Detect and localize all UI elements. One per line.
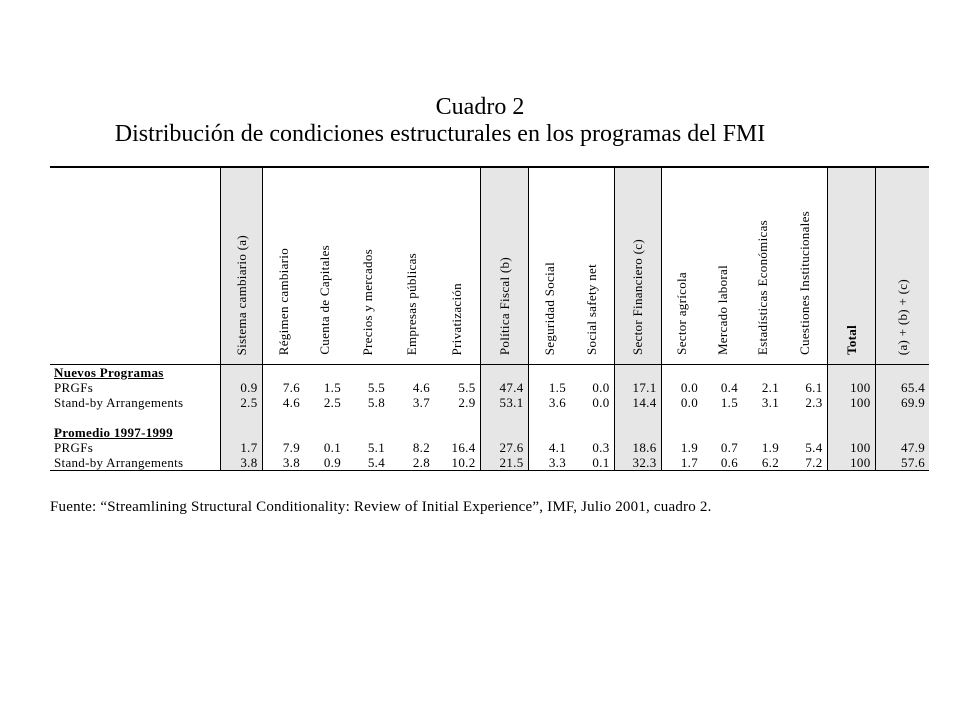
table-cell: 0.0 bbox=[592, 395, 610, 410]
table-cell: 4.6 bbox=[262, 395, 304, 410]
table-cell: 3.8 bbox=[262, 455, 304, 471]
column-header-label: Privatización bbox=[449, 282, 465, 355]
table-cell: 1.7 bbox=[661, 455, 702, 471]
table-cell: 27.6 bbox=[480, 440, 528, 455]
table-cell: 0.6 bbox=[720, 455, 738, 470]
table-cell: 1.9 bbox=[661, 440, 702, 455]
column-header-label: Estadísticas Económicas bbox=[755, 219, 770, 355]
table-row bbox=[50, 440, 929, 455]
table-cell: 2.3 bbox=[805, 395, 823, 410]
table-cell: 0.1 bbox=[592, 455, 610, 470]
column-header bbox=[783, 167, 827, 365]
table-cell: 3.8 bbox=[220, 455, 262, 471]
conditions-table bbox=[50, 166, 929, 471]
row-label: PRGFs bbox=[54, 440, 94, 455]
column-header-label: Social safety net bbox=[584, 263, 600, 355]
section-heading: Nuevos Programas bbox=[54, 365, 164, 380]
table-cell: 3.1 bbox=[761, 395, 779, 410]
table-row bbox=[50, 455, 929, 471]
table-cell: 2.5 bbox=[323, 395, 341, 410]
column-header-label: Precios y mercados bbox=[359, 248, 375, 355]
header-row bbox=[50, 167, 929, 365]
column-header-label: Cuestiones Institucionales bbox=[797, 211, 813, 355]
table-cell: 69.9 bbox=[875, 395, 929, 410]
header-corner bbox=[50, 167, 220, 365]
column-header-label: Empresas públicas bbox=[404, 252, 419, 355]
column-header-label: Política Fiscal (b) bbox=[496, 256, 512, 355]
table-cell: 3.3 bbox=[528, 455, 570, 471]
table-cell: 65.4 bbox=[875, 380, 929, 395]
table-cell: 10.2 bbox=[451, 455, 476, 470]
table-cell: 0.7 bbox=[720, 440, 738, 455]
table-cell: 2.5 bbox=[220, 395, 262, 410]
column-header-label: Mercado laboral bbox=[714, 264, 730, 355]
table-subtitle: Distribución de condiciones estructurales en los programas del FMI bbox=[114, 121, 766, 147]
table-cell: 100 bbox=[827, 455, 875, 471]
column-header bbox=[570, 167, 614, 365]
column-header bbox=[480, 167, 528, 365]
column-header bbox=[875, 167, 929, 365]
table-cell: 1.9 bbox=[761, 440, 779, 455]
column-header-label: (a) + (b) + (c) bbox=[894, 278, 910, 355]
table-cell: 14.4 bbox=[614, 395, 661, 410]
section-heading-row bbox=[50, 365, 929, 381]
table-cell: 100 bbox=[827, 380, 875, 395]
table-cell: 1.7 bbox=[220, 440, 262, 455]
table-cell: 6.1 bbox=[805, 380, 823, 395]
table-cell: 0.0 bbox=[661, 395, 702, 410]
table-title: Cuadro 2 bbox=[435, 94, 525, 120]
table-cell: 5.5 bbox=[367, 380, 385, 395]
table-cell: 32.3 bbox=[614, 455, 661, 471]
column-header-label: Sector Financiero (c) bbox=[630, 238, 645, 355]
row-label: Stand-by Arrangements bbox=[54, 395, 184, 410]
column-header bbox=[345, 167, 389, 365]
column-header bbox=[262, 167, 304, 365]
column-header-label: Cuenta de Capitales bbox=[317, 245, 332, 355]
table-cell: 8.2 bbox=[412, 440, 430, 455]
table-cell: 0.9 bbox=[220, 380, 262, 395]
column-header bbox=[614, 167, 661, 365]
column-header-label: Total bbox=[843, 325, 859, 355]
table-cell: 18.6 bbox=[614, 440, 661, 455]
table-row bbox=[50, 395, 929, 410]
table-cell: 3.7 bbox=[412, 395, 430, 410]
table-cell: 4.6 bbox=[412, 380, 430, 395]
spacer-row bbox=[50, 410, 929, 425]
column-header bbox=[702, 167, 742, 365]
table-cell: 0.1 bbox=[323, 440, 341, 455]
column-header-label: Sistema cambiario (a) bbox=[233, 234, 249, 355]
table-cell: 1.5 bbox=[720, 395, 738, 410]
table-cell: 0.4 bbox=[720, 380, 738, 395]
table-cell: 57.6 bbox=[875, 455, 929, 471]
table-cell: 5.4 bbox=[367, 455, 385, 470]
table-cell: 2.8 bbox=[412, 455, 430, 470]
table-cell: 21.5 bbox=[480, 455, 528, 471]
table-cell: 0.0 bbox=[592, 380, 610, 395]
row-label: Stand-by Arrangements bbox=[54, 455, 184, 470]
table-cell: 16.4 bbox=[451, 440, 476, 455]
column-header bbox=[742, 167, 783, 365]
source-note: Fuente: “Streamlining Structural Conditionality: Review of Initial Experience”, IMF, Julio 2001, cuadro 2. bbox=[50, 499, 712, 515]
column-header bbox=[661, 167, 702, 365]
table-cell: 47.4 bbox=[480, 380, 528, 395]
row-label: PRGFs bbox=[54, 380, 94, 395]
table-row bbox=[50, 380, 929, 395]
table-cell: 5.4 bbox=[805, 440, 823, 455]
table-cell: 2.9 bbox=[458, 395, 476, 410]
table-cell: 0.9 bbox=[323, 455, 341, 470]
column-header-label: Seguridad Social bbox=[541, 261, 557, 355]
table-cell: 53.1 bbox=[480, 395, 528, 410]
table-cell: 1.5 bbox=[528, 380, 570, 395]
table-cell: 5.5 bbox=[458, 380, 476, 395]
table-cell: 0.0 bbox=[661, 380, 702, 395]
table-cell: 5.8 bbox=[367, 395, 385, 410]
column-header bbox=[389, 167, 434, 365]
table-cell: 47.9 bbox=[875, 440, 929, 455]
section-heading: Promedio 1997-1999 bbox=[54, 425, 173, 440]
column-header bbox=[528, 167, 570, 365]
table-cell: 4.1 bbox=[528, 440, 570, 455]
column-header bbox=[220, 167, 262, 365]
section-heading-row bbox=[50, 425, 929, 440]
column-header bbox=[434, 167, 480, 365]
table-cell: 7.9 bbox=[262, 440, 304, 455]
table-cell: 100 bbox=[827, 395, 875, 410]
table-cell: 3.6 bbox=[528, 395, 570, 410]
column-header-label: Régimen cambiario bbox=[275, 247, 291, 355]
table-cell: 6.2 bbox=[761, 455, 779, 470]
table-cell: 100 bbox=[827, 440, 875, 455]
table-cell: 0.3 bbox=[592, 440, 610, 455]
column-header-label: Sector agrícola bbox=[674, 272, 690, 355]
table-cell: 7.2 bbox=[805, 455, 823, 470]
column-header bbox=[304, 167, 345, 365]
table-cell: 2.1 bbox=[761, 380, 779, 395]
table-cell: 1.5 bbox=[323, 380, 341, 395]
table-cell: 7.6 bbox=[262, 380, 304, 395]
table-cell: 5.1 bbox=[367, 440, 385, 455]
column-header bbox=[827, 167, 875, 365]
table-cell: 17.1 bbox=[614, 380, 661, 395]
